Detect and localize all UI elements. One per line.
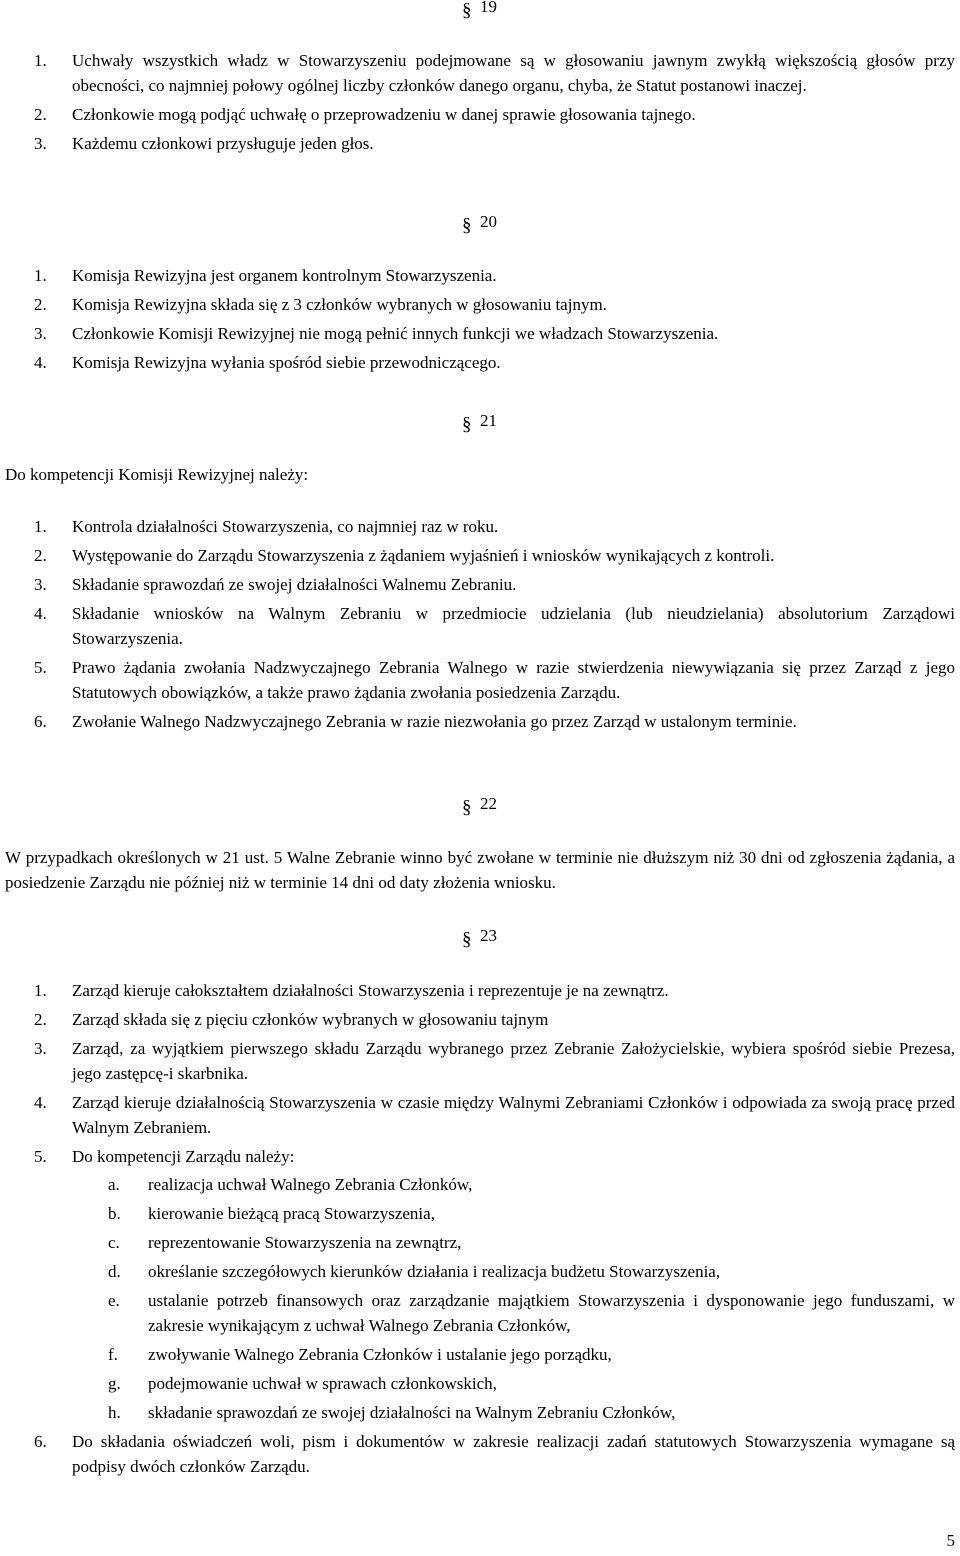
sub-item-text: określanie szczegółowych kierunków działania i realizacja budżetu Stowarzyszenia, bbox=[148, 1262, 721, 1281]
item-number: 2. bbox=[34, 1010, 47, 1029]
item-number: 3. bbox=[34, 134, 47, 153]
list-item bbox=[0, 709, 960, 734]
item-text: Prawo żądania zwołania Nadzwyczajnego Zebrania Walnego w razie stwierdzenia niewywiązania się przez Zarząd z jego Statutowych obowiązków, a także prawo żądania zwołania posiedzenia Zarządu. bbox=[72, 658, 955, 702]
list-item bbox=[0, 321, 960, 346]
section-number: 21 bbox=[480, 411, 497, 430]
item-number: 5. bbox=[34, 1147, 47, 1166]
section-19-list bbox=[0, 48, 960, 160]
item-text: Składanie wniosków na Walnym Zebraniu w przedmiocie udzielania (lub nieudzielania) absolutorium Zarządowi Stowarzyszenia. bbox=[72, 604, 955, 648]
sub-list-item bbox=[72, 1172, 955, 1197]
item-number: 1. bbox=[34, 51, 47, 70]
item-number: 6. bbox=[34, 1432, 47, 1451]
list-item bbox=[0, 655, 960, 705]
sub-item-letter: a. bbox=[108, 1175, 120, 1194]
item-number: 4. bbox=[34, 1093, 47, 1112]
sub-item-text: ustalanie potrzeb finansowych oraz zarządzanie majątkiem Stowarzyszenia i dysponowanie jego funduszami, w zakresie wynikającym z uchwał Walnego Zebrania Członków, bbox=[148, 1291, 955, 1335]
list-item bbox=[0, 102, 960, 127]
item-text: Występowanie do Zarządu Stowarzyszenia z żądaniem wyjaśnień i wniosków wynikających z kontroli. bbox=[72, 546, 775, 565]
item-text: Zwołanie Walnego Nadzwyczajnego Zebrania w razie niezwołania go przez Zarząd w ustalonym terminie. bbox=[72, 712, 797, 731]
section-symbol: § bbox=[462, 414, 472, 435]
sub-item-text: składanie sprawozdań ze swojej działalności na Walnym Zebraniu Członków, bbox=[148, 1403, 676, 1422]
page-number: 5 bbox=[946, 1531, 955, 1550]
item-text: Do składania oświadczeń woli, pism i dokumentów w zakresie realizacji zadań statutowych Stowarzyszenia wymagane są podpisy dwóch członków Zarządu. bbox=[72, 1432, 955, 1476]
section-number: 23 bbox=[480, 926, 497, 945]
item-text: Składanie sprawozdań ze swojej działalności Walnemu Zebraniu. bbox=[72, 575, 517, 594]
list-item bbox=[0, 1007, 960, 1032]
sub-list-item bbox=[72, 1230, 955, 1255]
section-heading-19 bbox=[462, 0, 542, 20]
item-number: 4. bbox=[34, 353, 47, 372]
list-item bbox=[0, 350, 960, 375]
item-number: 3. bbox=[34, 575, 47, 594]
item-number: 2. bbox=[34, 546, 47, 565]
list-item bbox=[0, 514, 960, 539]
item-number: 4. bbox=[34, 604, 47, 623]
sub-list-item bbox=[72, 1259, 955, 1284]
section-23-list bbox=[0, 978, 960, 1483]
sub-item-text: realizacja uchwał Walnego Zebrania Członków, bbox=[148, 1175, 473, 1194]
section-number: 20 bbox=[480, 212, 497, 231]
item-text: Do kompetencji Zarządu należy: bbox=[72, 1147, 295, 1166]
item-text: Zarząd kieruje całokształtem działalności Stowarzyszenia i reprezentuje je na zewnątrz. bbox=[72, 981, 669, 1000]
item-number: 5. bbox=[34, 658, 47, 677]
sub-list-item bbox=[72, 1371, 955, 1396]
list-item bbox=[0, 292, 960, 317]
section-20-list bbox=[0, 263, 960, 379]
item-number: 3. bbox=[34, 324, 47, 343]
list-item bbox=[0, 263, 960, 288]
sub-list-item bbox=[72, 1342, 955, 1367]
item-text: Zarząd, za wyjątkiem pierwszego składu Zarządu wybranego przez Zebranie Założycielskie, wybiera spośród siebie Prezesa, jego zastępcę-i skarbnika. bbox=[72, 1039, 955, 1083]
sub-list-item bbox=[72, 1288, 955, 1338]
item-text: Zarząd kieruje działalnością Stowarzyszenia w czasie między Walnymi Zebraniami Członków i odpowiada za swoją pracę przed Walnym Zebraniem. bbox=[72, 1093, 955, 1137]
sub-item-letter: g. bbox=[108, 1374, 121, 1393]
list-item bbox=[0, 1144, 960, 1425]
section-heading-22 bbox=[462, 791, 542, 817]
item-number: 1. bbox=[34, 517, 47, 536]
item-text: Uchwały wszystkich władz w Stowarzyszeniu podejmowane są w głosowaniu jawnym zwykłą większością głosów przy obecności, co najmniej połowy ogólnej liczby członków danego organu, chyba, że Statut postanowi inaczej. bbox=[72, 51, 955, 95]
list-item bbox=[0, 48, 960, 98]
sub-item-letter: c. bbox=[108, 1233, 120, 1252]
sub-item-letter: b. bbox=[108, 1204, 121, 1223]
sub-item-letter: f. bbox=[108, 1345, 118, 1364]
sub-item-text: kierowanie bieżącą pracą Stowarzyszenia, bbox=[148, 1204, 435, 1223]
item-text: Komisja Rewizyjna jest organem kontrolnym Stowarzyszenia. bbox=[72, 266, 497, 285]
sub-item-letter: d. bbox=[108, 1262, 121, 1281]
item-text: Komisja Rewizyjna wyłania spośród siebie przewodniczącego. bbox=[72, 353, 501, 372]
item-text: Zarząd składa się z pięciu członków wybranych w głosowaniu tajnym bbox=[72, 1010, 549, 1029]
section-heading-21 bbox=[462, 408, 542, 434]
sub-item-text: podejmowanie uchwał w sprawach członkowskich, bbox=[148, 1374, 497, 1393]
sub-list bbox=[72, 1172, 955, 1425]
list-item bbox=[0, 978, 960, 1003]
section-number: 19 bbox=[480, 0, 497, 16]
item-text: Kontrola działalności Stowarzyszenia, co najmniej raz w roku. bbox=[72, 517, 499, 536]
item-number: 3. bbox=[34, 1039, 47, 1058]
section-symbol: § bbox=[462, 797, 472, 818]
item-number: 1. bbox=[34, 981, 47, 1000]
sub-list-item bbox=[72, 1400, 955, 1425]
section-symbol: § bbox=[462, 215, 472, 236]
section-21-list bbox=[0, 514, 960, 738]
list-item bbox=[0, 543, 960, 568]
list-item bbox=[0, 1429, 960, 1479]
item-text: Każdemu członkowi przysługuje jeden głos. bbox=[72, 134, 374, 153]
section-symbol: § bbox=[462, 929, 472, 950]
section-22-text: W przypadkach określonych w 21 ust. 5 Walne Zebranie winno być zwołane w terminie nie dłuższym niż 30 dni od zgłoszenia żądania, a posiedzenie Zarządu nie później niż w terminie 14 dni od daty złożenia wniosku. bbox=[5, 848, 955, 892]
section-heading-23 bbox=[462, 923, 542, 949]
item-text: Komisja Rewizyjna składa się z 3 członków wybranych w głosowaniu tajnym. bbox=[72, 295, 607, 314]
section-symbol: § bbox=[462, 0, 472, 21]
item-number: 6. bbox=[34, 712, 47, 731]
sub-item-text: reprezentowanie Stowarzyszenia na zewnątrz, bbox=[148, 1233, 462, 1252]
list-item bbox=[0, 131, 960, 156]
item-number: 1. bbox=[34, 266, 47, 285]
section-heading-20 bbox=[462, 209, 542, 235]
sub-item-text: zwoływanie Walnego Zebrania Członków i ustalanie jego porządku, bbox=[148, 1345, 612, 1364]
item-text: Członkowie Komisji Rewizyjnej nie mogą pełnić innych funkcji we władzach Stowarzyszenia. bbox=[72, 324, 719, 343]
item-text: Członkowie mogą podjąć uchwałę o przeprowadzeniu w danej sprawie głosowania tajnego. bbox=[72, 105, 696, 124]
list-item bbox=[0, 601, 960, 651]
sub-item-letter: h. bbox=[108, 1403, 121, 1422]
sub-list-item bbox=[72, 1201, 955, 1226]
item-number: 2. bbox=[34, 295, 47, 314]
sub-item-letter: e. bbox=[108, 1291, 120, 1310]
section-21-intro: Do kompetencji Komisji Rewizyjnej należy: bbox=[5, 465, 309, 484]
list-item bbox=[0, 1036, 960, 1086]
section-number: 22 bbox=[480, 794, 497, 813]
list-item bbox=[0, 1090, 960, 1140]
list-item bbox=[0, 572, 960, 597]
item-number: 2. bbox=[34, 105, 47, 124]
